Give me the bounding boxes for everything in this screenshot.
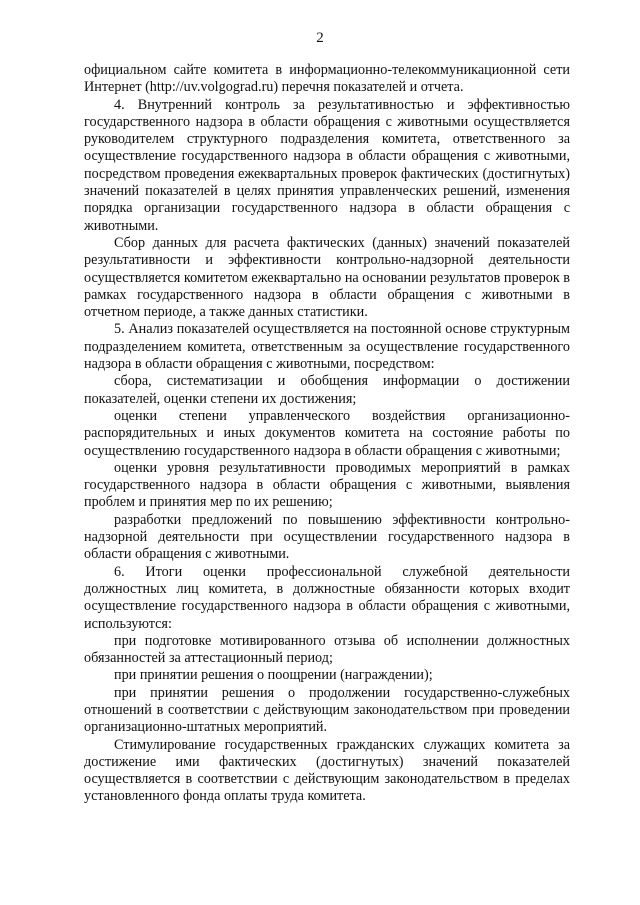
list-item-reward: при принятии решения о поощрении (награждении); — [114, 667, 433, 684]
document-body — [84, 62, 570, 806]
list-item-collection: сбора, систематизации и обобщения информации о достижении показателей, оценки степени их достижения; — [84, 373, 570, 407]
paragraph-continuation: официальном сайте комитета в информационно-телекоммуникационной сети Интернет (http://uv.volgograd.ru) перечня показателей и отчета. — [84, 62, 570, 96]
paragraph-item-5: 5. Анализ показателей осуществляется на постоянной основе структурным подразделением комитета, ответственным за осуществление государственного надзора в области обращения с животными, посредством: — [84, 321, 570, 373]
list-item-impact-assessment: оценки степени управленческого воздействия организационно-распорядительных и иных документов комитета на состояние работы по осуществлению государственного надзора в области обращения с животными; — [84, 407, 570, 459]
paragraph-item-4: 4. Внутренний контроль за результативностью и эффективностью государственного надзора в области обращения с животными осуществляется руководителем структурного подразделения комитета, ответственного за осуществление государственного надзора в области обращения с животными, посредством проведения ежеквартальных проверок фактических (достигнутых) значений показателей в целях принятия управленческих решений, изменения порядка организации государственного надзора в области обращения с животными. — [84, 96, 570, 234]
paragraph-data-collection: Сбор данных для расчета фактических (данных) значений показателей результативности и эффективности контрольно-надзорной деятельности осуществляется комитетом ежеквартально на основании результатов проверок в рамках государственного надзора в области обращения с животными в отчетном периоде, а также данных статистики. — [84, 234, 570, 321]
list-item-proposals: разработки предложений по повышению эффективности контрольно-надзорной деятельности при осуществлении государственного надзора в области обращения с животными. — [84, 511, 570, 563]
paragraph-item-6: 6. Итоги оценки профессиональной служебной деятельности должностных лиц комитета, в должностные обязанности которых входит осуществление государственного надзора в области обращения с животными, используются: — [84, 563, 570, 632]
page-number: 2 — [316, 30, 324, 46]
list-item-effectiveness-assessment: оценки уровня результативности проводимых мероприятий в рамках государственного надзора в области обращения с животными, выявления проблем и принятия мер по их решению; — [84, 459, 570, 511]
list-item-continuation: при принятии решения о продолжении государственно-служебных отношений в соответствии с действующим законодательством при проведении организационно-штатных мероприятий. — [84, 684, 570, 736]
list-item-attestation: при подготовке мотивированного отзыва об исполнении должностных обязанностей за аттестационный период; — [84, 632, 570, 667]
paragraph-incentives: Стимулирование государственных гражданских служащих комитета за достижение ими фактических (достигнутых) значений показателей осуществляется в соответствии с действующим законодательством в пределах установленного фонда оплаты труда комитета. — [84, 736, 570, 805]
